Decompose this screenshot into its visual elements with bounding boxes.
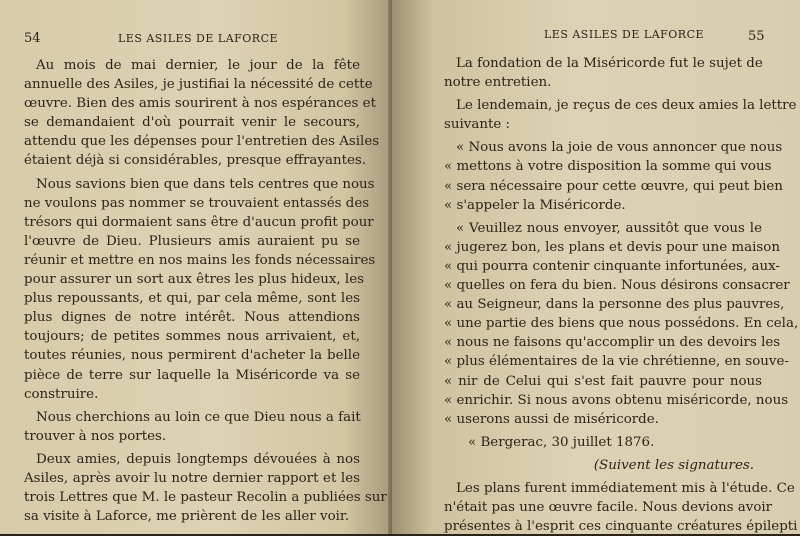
- right-running-head: LES ASILES DE LAFORCE: [544, 28, 705, 41]
- text-line: « nous ne faisons qu'accomplir un des devoirs les: [444, 335, 781, 351]
- text-line: Les plans furent immédiatement mis à l'étude. Ce: [456, 480, 795, 496]
- text-line: « mettons à votre disposition la somme qui vous: [444, 159, 772, 175]
- paragraph: [24, 175, 376, 404]
- text-line: œuvre. Bien des amis sourirent à nos espérances et: [24, 96, 376, 112]
- text-line: sa visite à Laforce, me prièrent de les aller voir.: [24, 509, 350, 525]
- text-line: « userons aussi de miséricorde.: [444, 411, 659, 427]
- paragraph: [444, 96, 797, 134]
- left-page-text: [24, 56, 387, 526]
- text-line: « qui pourra contenir cinquante infortunées, aux-: [444, 258, 780, 274]
- letter-date: [444, 433, 762, 452]
- text-line: notre entretien.: [444, 75, 552, 91]
- paragraph: [24, 56, 380, 171]
- paragraph: [444, 219, 799, 429]
- text-line: « jugerez bon, les plans et devis pour une maison: [444, 239, 780, 255]
- letter-signatures: [444, 456, 762, 475]
- text-line: suivante :: [444, 117, 511, 133]
- text-line: l'œuvre de Dieu. Plusieurs amis auraient pu se: [24, 233, 360, 249]
- paragraph: [444, 479, 798, 536]
- text-line: trois Lettres que M. le pasteur Recolin a publiées sur: [24, 490, 387, 506]
- text-line: Nous cherchions au loin ce que Dieu nous a fait: [36, 409, 361, 425]
- text-line: « enrichir. Si nous avons obtenu miséricorde, nous: [444, 392, 789, 408]
- text-line: « s'appeler la Miséricorde.: [444, 197, 626, 213]
- text-line: attendu que les dépenses pour l'entretien des Asiles: [24, 134, 380, 150]
- text-line: Au mois de mai dernier, le jour de la fête: [36, 58, 360, 73]
- text-line: toujours; de petites sommes nous arrivaient, et,: [24, 329, 360, 345]
- text-line: « plus élémentaires de la vie chrétienne, en souve-: [444, 354, 789, 370]
- right-page-number: 55: [748, 29, 765, 44]
- right-page-text: [444, 54, 799, 536]
- left-running-head: LES ASILES DE LAFORCE: [118, 32, 279, 45]
- left-page: [0, 0, 392, 534]
- text-line: annuelle des Asiles, je justifiai la nécessité de cette: [24, 77, 373, 93]
- text-line: « quelles on fera du bien. Nous désirons consacrer: [444, 278, 790, 294]
- text-line: trésors qui dormaient sans être d'aucun profit pour: [24, 214, 374, 230]
- right-page: [392, 0, 800, 534]
- text-line: « Nous avons la joie de vous annoncer que nous: [456, 140, 783, 156]
- text-line: « sera nécessaire pour cette œuvre, qui peut bien: [444, 178, 783, 194]
- paragraph: [24, 408, 360, 446]
- text-line: présentes à l'esprit ces cinquante créatures épilepti: [444, 519, 798, 535]
- paragraph: [444, 54, 762, 92]
- text-line: se demandaient d'où pourrait venir le secours,: [24, 115, 360, 131]
- text-line: n'était pas une œuvre facile. Nous devions avoir: [444, 500, 773, 516]
- text-line: « au Seigneur, dans la personne des plus pauvres,: [444, 297, 785, 313]
- text-line: trouver à nos portes.: [24, 428, 167, 444]
- text-line: toutes réunies, nous permirent d'acheter la belle: [24, 348, 360, 364]
- text-line: « Veuillez nous envoyer, aussitôt que vous le: [456, 220, 762, 236]
- text-line: construire.: [24, 386, 99, 402]
- text-line: pièce de terre sur laquelle la Miséricorde va se: [24, 367, 360, 383]
- paragraph: [24, 450, 387, 526]
- text-line: Deux amies, depuis longtemps dévouées à nos: [36, 451, 360, 467]
- text-line: (Suivent les signatures.: [593, 457, 754, 473]
- text-line: Nous savions bien que dans tels centres que nous: [36, 176, 375, 192]
- text-line: plus dignes de notre intérêt. Nous attendions: [24, 310, 360, 326]
- text-line: « une partie des biens que nous possédons. En cela,: [444, 316, 799, 332]
- left-page-number: 54: [24, 31, 41, 46]
- text-line: réunir et mettre en nos mains les fonds nécessaires: [24, 252, 376, 268]
- text-line: Le lendemain, je reçus de ces deux amies la lettre: [456, 98, 797, 114]
- text-line: Asiles, après avoir lu notre dernier rapport et les: [24, 470, 360, 486]
- text-line: plus repoussants, et qui, par cela même, sont les: [24, 291, 360, 307]
- text-line: pour assurer un sort aux êtres les plus hideux, les: [24, 272, 365, 288]
- text-line: La fondation de la Miséricorde fut le sujet de: [456, 56, 763, 71]
- text-line: « nir de Celui qui s'est fait pauvre pour nous: [444, 373, 762, 389]
- text-line: « Bergerac, 30 juillet 1876.: [468, 434, 655, 450]
- text-line: ne voulons pas nommer se trouvaient entassés des: [24, 195, 370, 211]
- text-line: étaient déjà si considérables, presque effrayantes.: [24, 153, 367, 169]
- paragraph: [444, 138, 783, 214]
